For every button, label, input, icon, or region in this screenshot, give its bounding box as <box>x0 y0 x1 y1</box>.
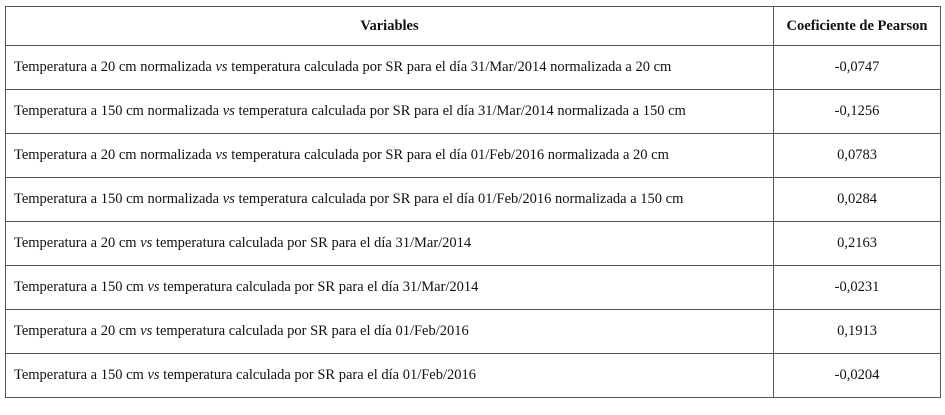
coefficient-cell: -0,0204 <box>774 354 941 398</box>
table-row <box>6 266 941 310</box>
variable-text-post: temperatura calculada por SR para el día 31/Mar/2014 normalizada a 20 cm <box>227 59 672 75</box>
variable-text-post: temperatura calculada por SR para el día 31/Mar/2014 normalizada a 150 cm <box>234 103 686 119</box>
variable-text-pre: Temperatura a 20 cm <box>14 323 141 339</box>
variable-text-vs: vs <box>140 323 153 339</box>
variable-text-post: temperatura calculada por SR para el día 31/Mar/2014 <box>159 279 479 295</box>
table-header-row <box>6 7 941 46</box>
table-row <box>6 310 941 354</box>
variable-text-vs: vs <box>222 103 235 119</box>
variable-text-pre: Temperatura a 150 cm normalizada <box>14 191 223 207</box>
table-row <box>6 178 941 222</box>
variable-text-pre: Temperatura a 20 cm <box>14 235 141 251</box>
coefficient-cell: 0,0284 <box>774 178 941 222</box>
variable-text-pre: Temperatura a 150 cm <box>14 367 148 383</box>
variable-text-pre: Temperatura a 150 cm <box>14 279 148 295</box>
variable-cell <box>6 90 774 134</box>
table-row <box>6 222 941 266</box>
coefficient-cell: 0,0783 <box>774 134 941 178</box>
variable-cell <box>6 222 774 266</box>
variable-text-vs: vs <box>140 235 153 251</box>
header-pearson-coefficient: Coeficiente de Pearson <box>774 7 941 46</box>
variable-text-post: temperatura calculada por SR para el día 01/Feb/2016 <box>159 367 477 383</box>
variable-cell <box>6 310 774 354</box>
table-row <box>6 354 941 398</box>
variable-text-vs: vs <box>147 279 160 295</box>
variable-cell <box>6 134 774 178</box>
coefficient-cell: -0,1256 <box>774 90 941 134</box>
table-body <box>6 46 941 398</box>
variable-cell <box>6 46 774 90</box>
pearson-table-container <box>5 6 940 398</box>
coefficient-cell: -0,0231 <box>774 266 941 310</box>
table-row <box>6 90 941 134</box>
coefficient-cell: 0,2163 <box>774 222 941 266</box>
variable-text-pre: Temperatura a 20 cm normalizada <box>14 147 216 163</box>
variable-text-post: temperatura calculada por SR para el día 01/Feb/2016 <box>152 323 469 339</box>
variable-text-post: temperatura calculada por SR para el día 01/Feb/2016 normalizada a 150 cm <box>234 191 684 207</box>
variable-cell <box>6 266 774 310</box>
table-row <box>6 46 941 90</box>
coefficient-cell: 0,1913 <box>774 310 941 354</box>
variable-text-pre: Temperatura a 150 cm normalizada <box>14 103 223 119</box>
variable-text-vs: vs <box>215 59 228 75</box>
variable-text-post: temperatura calculada por SR para el día 31/Mar/2014 <box>152 235 472 251</box>
table-row <box>6 134 941 178</box>
variable-text-pre: Temperatura a 20 cm normalizada <box>14 59 216 75</box>
header-variables: Variables <box>6 7 774 46</box>
variable-cell <box>6 354 774 398</box>
variable-text-vs: vs <box>147 367 160 383</box>
variable-text-vs: vs <box>222 191 235 207</box>
pearson-table <box>5 6 941 398</box>
variable-text-vs: vs <box>215 147 228 163</box>
coefficient-cell: -0,0747 <box>774 46 941 90</box>
variable-text-post: temperatura calculada por SR para el día 01/Feb/2016 normalizada a 20 cm <box>227 147 669 163</box>
variable-cell <box>6 178 774 222</box>
